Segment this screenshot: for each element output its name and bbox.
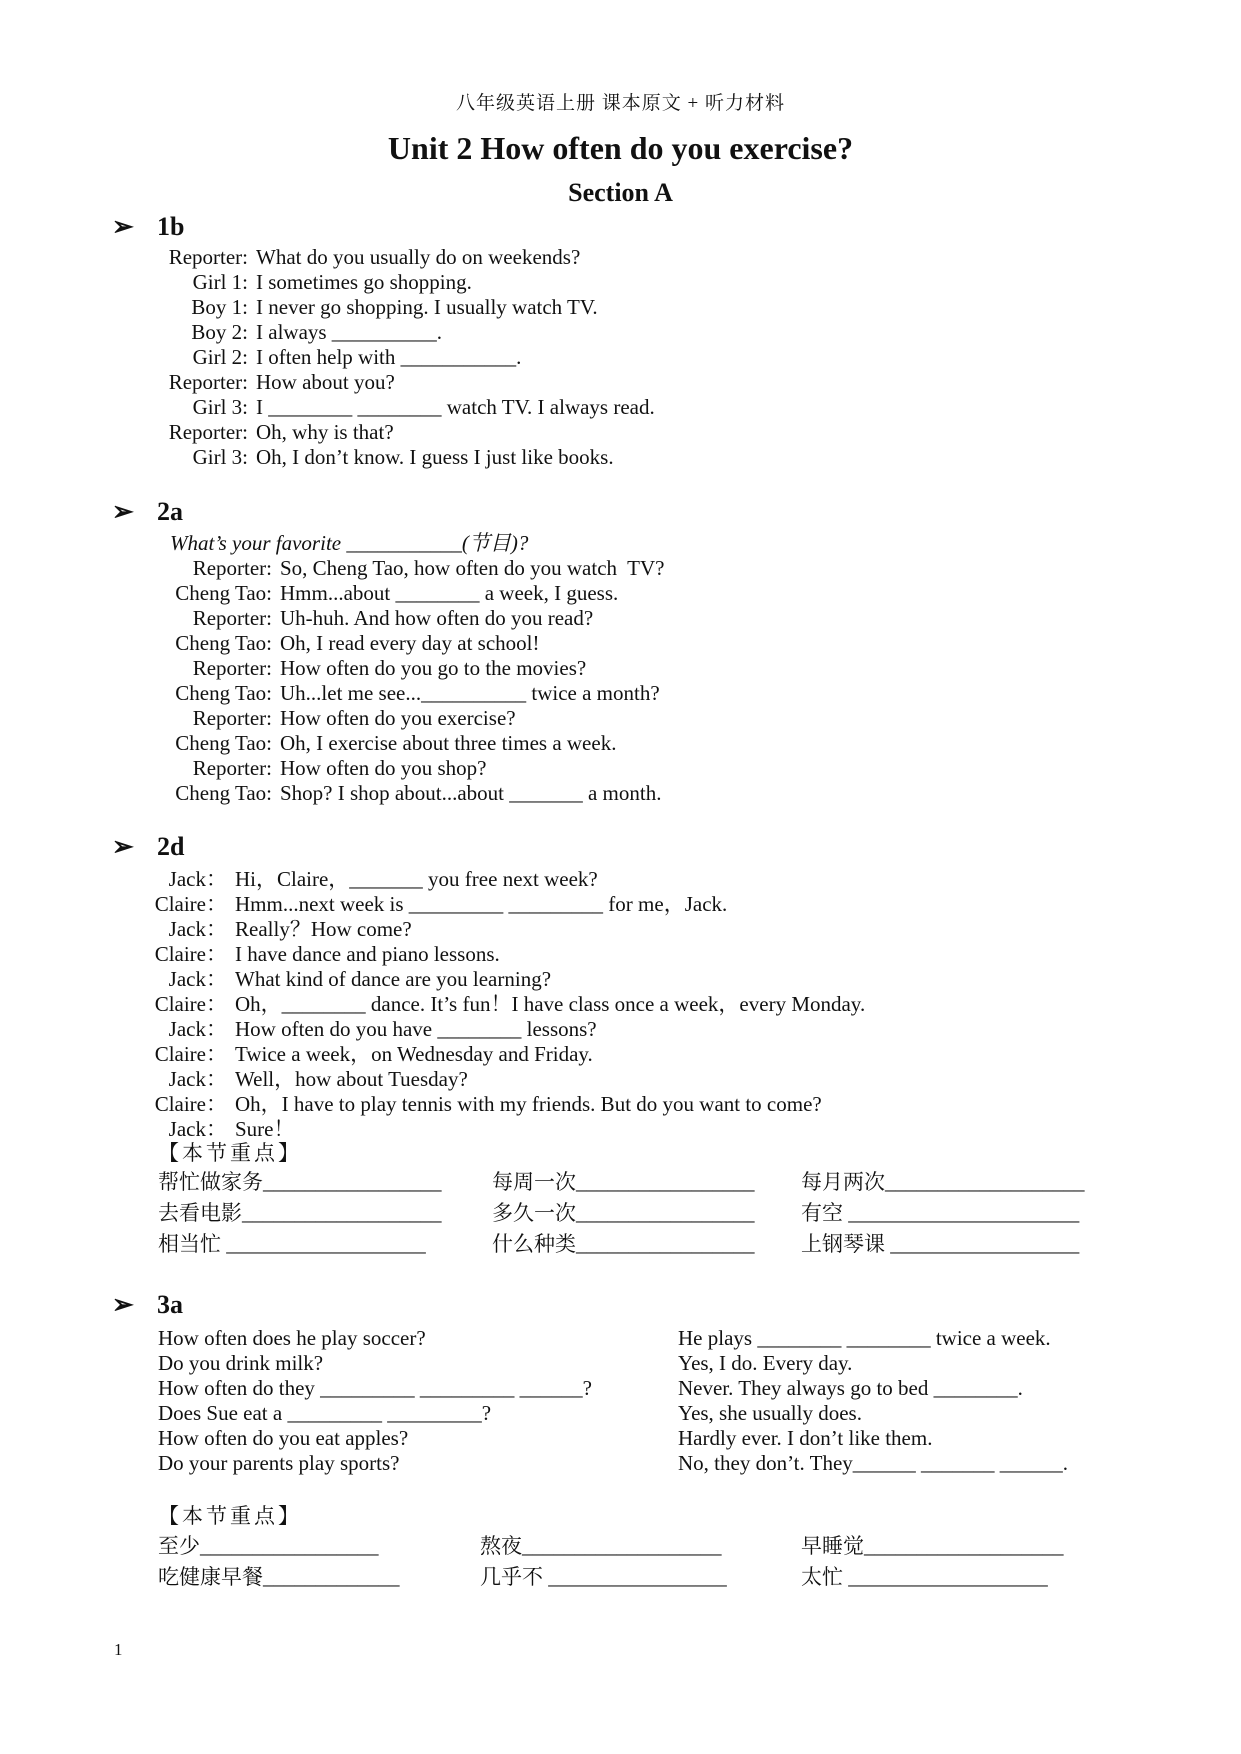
key-point-item: 吃健康早餐_____________ [158,1565,400,1589]
key-point-item: 有空 ______________________ [801,1201,1080,1225]
dialogue-line [150,581,618,606]
dialogue-line [150,395,655,420]
dialogue-line [150,992,865,1017]
dialogue-text: Oh, I exercise about three times a week. [280,731,617,755]
answer-text: Yes, she usually does. [678,1401,862,1425]
dialogue-text: Oh, I don’t know. I guess I just like books. [256,445,614,469]
favorite-prompt: What’s your favorite ___________(节目)? [170,531,529,555]
key-point-item: 早睡觉___________________ [801,1534,1064,1558]
section-heading-1b [112,212,184,242]
key-point-item: 什么种类_________________ [492,1232,755,1256]
section-label: 3a [157,1290,183,1319]
page-header: 八年级英语上册 课本原文 + 听力材料 [456,93,785,114]
section-label: 1b [157,212,185,241]
dialogue-text: How often do you go to the movies? [280,656,587,680]
answer-text: He plays ________ ________ twice a week. [678,1326,1051,1350]
dialogue-line [150,1042,593,1067]
speaker-label: Jack： [168,1017,227,1041]
key-point-item: 去看电影___________________ [158,1201,442,1225]
question-text: Do your parents play sports? [158,1451,400,1475]
question-text: How often does he play soccer? [158,1326,426,1350]
key-point-item: 帮忙做家务_________________ [158,1170,442,1194]
speaker-label: Jack： [168,917,227,941]
speaker-label: Reporter: [192,756,272,780]
dialogue-text: I often help with ___________. [256,345,522,369]
answer-text: Yes, I do. Every day. [678,1351,853,1375]
dialogue-line [150,731,616,756]
speaker-label: Reporter: [192,656,272,680]
speaker-label: Claire： [154,992,227,1016]
speaker-label: Reporter: [168,420,248,444]
key-point-item: 至少_________________ [158,1534,379,1558]
dialogue-text: Uh-huh. And how often do you read? [280,606,594,630]
dialogue-line [150,706,516,731]
dialogue-text: Well，how about Tuesday? [235,1067,468,1091]
question-text: How often do they _________ _________ ______? [158,1376,592,1400]
section-label: 2a [157,497,183,526]
dialogue-text: How often do you have ________ lessons? [235,1017,597,1041]
dialogue-line [150,1092,822,1117]
dialogue-line [150,942,500,967]
section-title: Section A [568,178,673,207]
key-points-row [0,1197,1241,1227]
dialogue-line [150,967,551,992]
speaker-label: Boy 1: [191,295,248,319]
speaker-label: Jack： [168,1067,227,1091]
dialogue-text: I always __________. [256,320,443,344]
dialogue-text: Oh, why is that? [256,420,394,444]
dialogue-text: How often do you shop? [280,756,487,780]
answer-text: Hardly ever. I don’t like them. [678,1426,933,1450]
dialogue-line [150,320,442,345]
dialogue-text: Hmm...next week is _________ _________ for me，Jack. [235,892,728,916]
key-points-row [0,1561,1241,1591]
unit-title: Unit 2 How often do you exercise? [387,130,854,166]
speaker-label: Cheng Tao: [175,731,272,755]
dialogue-text: I never go shopping. I usually watch TV. [256,295,598,319]
key-points-title: 【本节重点】 [158,1504,302,1528]
dialogue-line [150,556,664,581]
speaker-label: Girl 2: [192,345,248,369]
dialogue-line [150,656,586,681]
speaker-label: Cheng Tao: [175,631,272,655]
dialogue-text: Oh, I read every day at school! [280,631,540,655]
dialogue-line [150,681,660,706]
dialogue-line [150,295,598,320]
dialogue-line [150,1017,597,1042]
dialogue-line [150,370,395,395]
speaker-label: Reporter: [192,556,272,580]
dialogue-text: I have dance and piano lessons. [235,942,500,966]
dialogue-line [150,606,593,631]
speaker-label: Reporter: [192,706,272,730]
dialogue-line [150,345,521,370]
speaker-label: Jack： [168,1117,227,1141]
speaker-label: Reporter: [168,370,248,394]
dialogue-line [150,420,394,445]
dialogue-line [150,631,539,656]
dialogue-text: Hi，Claire，_______ you free next week? [235,867,598,891]
dialogue-text: Really？How come? [235,917,412,941]
dialogue-text: How often do you exercise? [280,706,516,730]
key-point-item: 太忙 ___________________ [801,1565,1048,1589]
dialogue-line [150,445,614,470]
dialogue-text: I sometimes go shopping. [256,270,472,294]
dialogue-text: Shop? I shop about...about _______ a month. [280,781,662,805]
dialogue-text: So, Cheng Tao, how often do you watch TV? [280,556,665,580]
dialogue-text: Oh，________ dance. It’s fun！I have class once a week，every Monday. [235,992,866,1016]
speaker-label: Claire： [154,942,227,966]
speaker-label: Boy 2: [191,320,248,344]
dialogue-line [150,270,472,295]
speaker-label: Jack： [168,967,227,991]
key-point-item: 每月两次___________________ [801,1170,1085,1194]
arrow-bullet-icon: ➢ [112,1290,134,1319]
speaker-label: Claire： [154,1042,227,1066]
speaker-label: Jack： [168,867,227,891]
dialogue-line [150,1067,468,1092]
section-heading-2d [112,832,184,862]
key-points-row [0,1166,1241,1196]
dialogue-line [150,867,598,892]
question-text: Do you drink milk? [158,1351,324,1375]
speaker-label: Girl 3: [192,445,248,469]
speaker-label: Cheng Tao: [175,781,272,805]
arrow-bullet-icon: ➢ [112,832,134,861]
speaker-label: Girl 3: [192,395,248,419]
key-point-item: 相当忙 ___________________ [158,1232,426,1256]
speaker-label: Girl 1: [192,270,248,294]
dialogue-text: I ________ ________ watch TV. I always read. [256,395,655,419]
speaker-label: Reporter: [168,245,248,269]
question-text: Does Sue eat a _________ _________? [158,1401,492,1425]
answer-text: Never. They always go to bed ________. [678,1376,1023,1400]
speaker-label: Claire： [154,1092,227,1116]
section-heading-2a [112,497,183,527]
question-text: How often do you eat apples? [158,1426,409,1450]
dialogue-line [150,892,727,917]
key-points-title: 【本节重点】 [158,1141,302,1165]
dialogue-line [150,756,486,781]
speaker-label: Cheng Tao: [175,581,272,605]
dialogue-text: How about you? [256,370,395,394]
dialogue-text: Uh...let me see...__________ twice a month? [280,681,660,705]
key-point-item: 几乎不 _________________ [480,1565,727,1589]
dialogue-line [150,245,580,270]
key-point-item: 上钢琴课 __________________ [801,1232,1080,1256]
dialogue-line [150,781,661,806]
key-point-item: 多久一次_________________ [492,1201,755,1225]
section-heading-3a [112,1290,183,1320]
arrow-bullet-icon: ➢ [112,212,134,241]
dialogue-text: Oh，I have to play tennis with my friends. But do you want to come? [235,1092,822,1116]
dialogue-text: Hmm...about ________ a week, I guess. [280,581,619,605]
key-point-item: 每周一次_________________ [492,1170,755,1194]
key-points-row [0,1530,1241,1560]
dialogue-text: Sure！ [235,1117,295,1141]
dialogue-line [150,917,412,942]
speaker-label: Cheng Tao: [175,681,272,705]
speaker-label: Reporter: [192,606,272,630]
page-number: 1 [114,1640,123,1659]
speaker-label: Claire： [154,892,227,916]
section-label: 2d [157,832,185,861]
dialogue-text: What do you usually do on weekends? [256,245,581,269]
key-point-item: 熬夜___________________ [480,1534,722,1558]
dialogue-text: Twice a week，on Wednesday and Friday. [235,1042,593,1066]
answer-text: No, they don’t. They______ _______ ______. [678,1451,1069,1475]
arrow-bullet-icon: ➢ [112,497,134,526]
key-points-row [0,1228,1241,1258]
dialogue-text: What kind of dance are you learning? [235,967,552,991]
